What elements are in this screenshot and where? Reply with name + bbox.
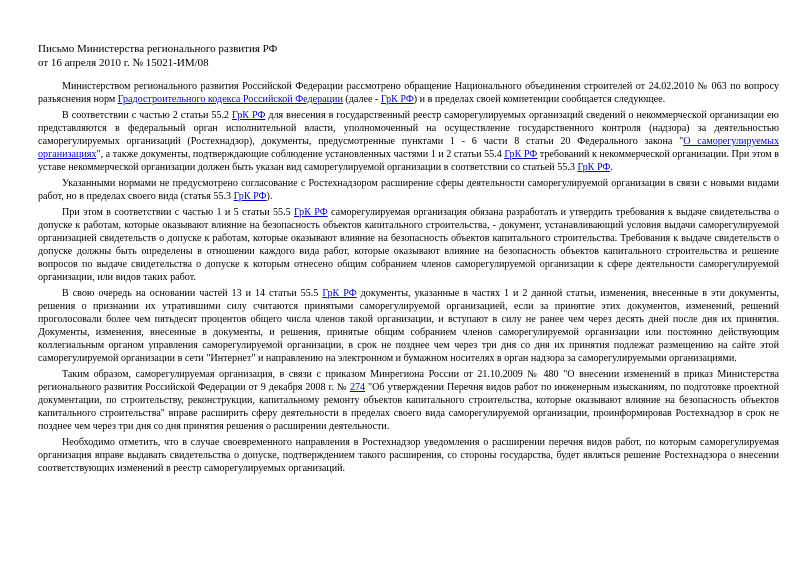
link-grk[interactable]: ГрК РФ (322, 288, 357, 299)
link-grk[interactable]: ГрК РФ (232, 110, 266, 121)
text-run: саморегулируемая организация обязана разработать и утвердить требования к выдаче свидетельства о допуске к работам, которые оказывают влияние на безопасность объектов капитального строительства, - документ, устанавливающий условия выдачи саморегулируемой организацией свидетельств о допуске к работам, которые оказывают влияние на безопасность объектов капитального строительства. Требования к выдаче свидетельств о допуске должны быть определены в отношении каждого вида работ, которые оказывают влияние на безопасность объектов капитального строительства и решение вопросов по выдаче свидетельства о допуске к которым отнесено общим собранием членов саморегулируемой организации к сфере деятельности саморегулируемой организации, или видов таких работ. (38, 207, 779, 283)
link-grk[interactable]: ГрК РФ (380, 94, 414, 105)
text-run: документы, указанные в частях 1 и 2 данной статьи, изменения, внесенные в эти документы, решения о признании их утратившими силу считаются принятыми саморегулируемой организацией, если за принятие этих документов, изменений, решений проголосовали более чем пятьдесят процентов общего числа членов такой организации, и вступают в силу не ранее чем через десять дней после дня их принятия. Документы, изменения, внесенные в документы, и решения, принятые общим собранием членов саморегулируемой организации или постоянно действующим коллегиальным органом управления саморегулируемой организации, в срок не позднее чем через три дня со дня их принятия подлежат размещению на сайте этой саморегулируемой организации в сети "Интернет" и направлению на электронном и бумажном носителях в орган надзора за саморегулируемыми организациями. (38, 288, 780, 364)
document-title: Письмо Министерства регионального развития РФ (38, 43, 278, 55)
link-grk[interactable]: ГрК РФ (233, 191, 267, 202)
link-grk-full[interactable]: Градостроительного кодекса Российской Федерации (117, 94, 343, 105)
text-run: . (610, 162, 613, 173)
text-run: Необходимо отметить, что в случае своевременного направления в Ростехнадзор уведомления о расширении перечня видов работ, по которым саморегулируемая организация вправе выдавать свидетельства о допуске, подтверждением такого расширения, со стороны государства, будет являться решение Ростехнадзора о внесении соответствующих изменений в реестр саморегулируемых организаций. (38, 437, 779, 474)
text-run: В свою очередь на основании частей 13 и 14 статьи 55.5 (62, 288, 323, 299)
paragraph-4 (38, 206, 779, 284)
text-run: ) и в пределах своей компетенции сообщается следующее. (413, 94, 666, 105)
text-run: ", а также документы, подтверждающие соблюдение установленных частями 1 и 2 статьи 55.4 (96, 149, 505, 160)
text-run: Министерством регионального развития Российской Федерации рассмотрено обращение Национального объединения строителей от 24.02.2010 № 063 по вопросу разъяснения норм (38, 81, 779, 105)
document-date-line: от 16 апреля 2010 г. № 15021-ИМ/08 (38, 57, 209, 69)
text-run: требований к некоммерческой организации. При этом в уставе некоммерческой организации должен быть указан вид саморегулируемой организации в соответствии со статьей 55.3 (38, 149, 779, 173)
link-grk[interactable]: ГрК РФ (577, 162, 611, 173)
text-run: (далее - (342, 94, 381, 105)
paragraph-3 (38, 177, 779, 203)
text-run: При этом в соответствии с частью 1 и 5 статьи 55.5 (62, 207, 294, 218)
text-run: Указанными нормами не предусмотрено согласование с Ростехнадзором расширение сферы деятельности саморегулируемой организации в связи с новыми видами работ, но в пределах своего вида (статья 55.3 (38, 178, 779, 202)
link-grk[interactable]: ГрК РФ (504, 149, 538, 160)
paragraph-5 (38, 287, 779, 365)
paragraph-1 (38, 80, 779, 106)
text-run: В соответствии с частью 2 статьи 55.2 (62, 110, 233, 121)
link-grk[interactable]: ГрК РФ (293, 207, 328, 218)
text-run: Таким образом, саморегулируемая организация, в связи с приказом Минрегиона России от 21.10.2009 № 480 "О внесении изменений в приказ Министерства регионального развития Российской Федерации от 9 декабря 2008 г. № (38, 369, 779, 393)
paragraph-7 (38, 436, 779, 475)
text-run: для внесения в государственный реестр саморегулируемых организаций сведений о некоммерческой организации ею представляются в федеральный орган исполнительной власти, уполномоченный на осуществление государственного контроля (надзора) за деятельностью саморегулируемых организаций (Ростехнадзор), документы, предусмотренные пунктами 1 - 6 части 8 статьи 20 Федерального закона " (38, 110, 779, 147)
text-run: "Об утверждении Перечня видов работ по инженерным изысканиям, по подготовке проектной документации, по строительству, реконструкции, капитальному ремонту объектов капитального строительства, которые оказывают влияние на безопасность объектов капитального строительства" вправе расширить сферу деятельности в пределах своего вида саморегулируемой организации, проинформировав Ростехнадзор в срок не позднее чем через три дня со дня принятия решения о расширении деятельности. (38, 382, 779, 432)
paragraph-2 (38, 109, 779, 174)
paragraph-6 (38, 368, 779, 433)
link-fz-sro[interactable]: О саморегулируемых организациях (38, 136, 779, 160)
text-run: ). (266, 191, 273, 202)
link-order-274[interactable]: 274 (349, 382, 366, 393)
document-header (38, 42, 779, 70)
